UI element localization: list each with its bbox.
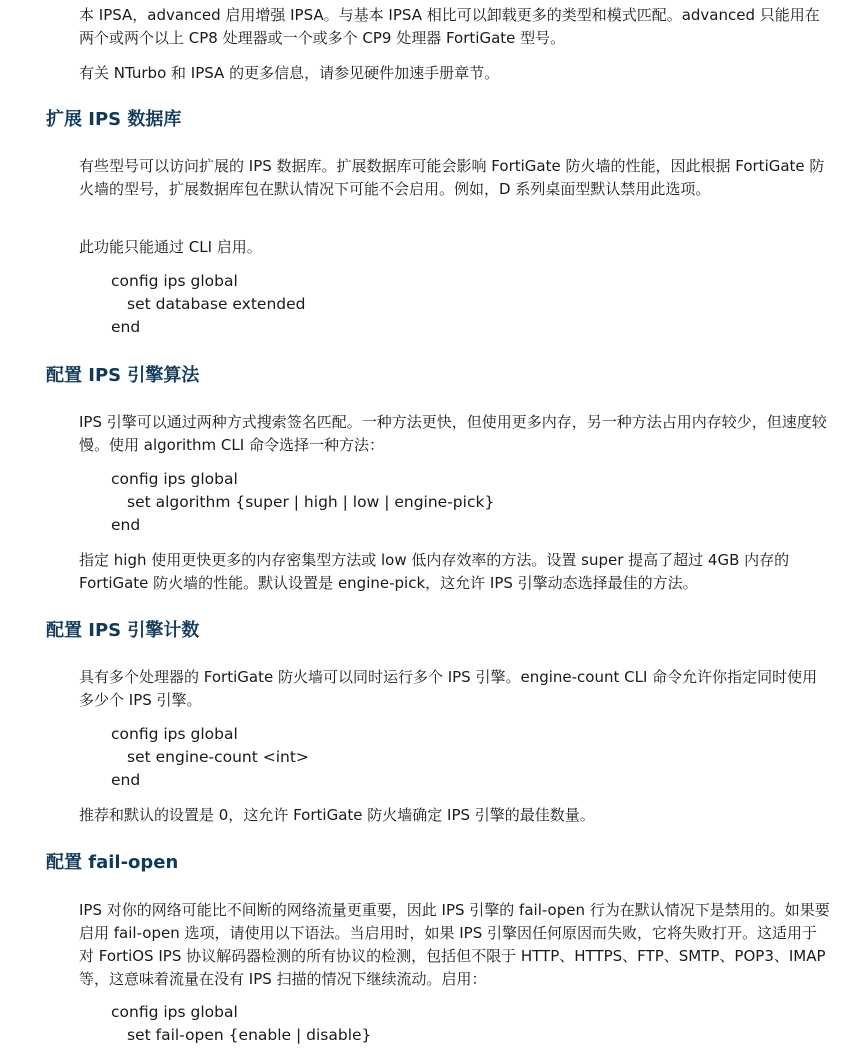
code-line: config ips global (111, 725, 238, 743)
code-line: end (111, 516, 141, 534)
section-title-algorithm: 配置 IPS 引擎算法 (46, 365, 200, 386)
code-block-fail-open (111, 1001, 371, 1047)
extended-db-paragraph: 有些型号可以访问扩展的 IPS 数据库。扩展数据库可能会影响 FortiGate 防火墙的性能，因此根据 FortiGate 防火墙的型号，扩展数据库包在默认情况下可能不会启用。例如，D 系列桌面型默认禁用此选项。 (79, 157, 825, 198)
code-line: set algorithm {super | high | low | engine-pick} (127, 493, 495, 511)
fail-open-paragraph: IPS 对你的网络可能比不间断的网络流量更重要，因此 IPS 引擎的 fail-open 行为在默认情况下是禁用的。如果要启用 fail-open 选项，请使用以下语法。当启用时，如果 IPS 引擎因任何原因而失败，它将失败打开。这适用于对 FortiOS IPS 协议解码器检测的所有协议的检测，包括但不限于 HTTP、HTTPS、FTP、SMTP、POP3、IMAP 等，这意味着流量在没有 IPS 扫描的情况下继续流动。启用： (79, 901, 830, 988)
section-title-fail-open: 配置 fail-open (46, 852, 179, 873)
code-line: config ips global (111, 1003, 238, 1021)
code-line: end (111, 318, 141, 336)
code-block-algorithm (111, 468, 494, 537)
intro-paragraph-nturbo: 有关 NTurbo 和 IPSA 的更多信息，请参见硬件加速手册章节。 (79, 64, 500, 82)
algorithm-options-paragraph: 指定 high 使用更快更多的内存密集型方法或 low 低内存效率的方法。设置 super 提高了超过 4GB 内存的 FortiGate 防火墙的性能。默认设置是 engine-pick，这允许 IPS 引擎动态选择最佳的方法。 (79, 551, 790, 592)
algorithm-paragraph: IPS 引擎可以通过两种方式搜索签名匹配。一种方法更快，但使用更多内存，另一种方法占用内存较少，但速度较慢。使用 algorithm CLI 命令选择一种方法： (79, 413, 827, 454)
code-block-extended-db (111, 270, 306, 339)
code-line: config ips global (111, 470, 238, 488)
code-line: set fail-open {enable | disable} (127, 1026, 372, 1044)
code-line: end (111, 771, 141, 789)
code-line: config ips global (111, 272, 238, 290)
section-title-engine-count: 配置 IPS 引擎计数 (46, 620, 200, 641)
extended-db-cli-note: 此功能只能通过 CLI 启用。 (79, 238, 262, 256)
code-block-engine-count (111, 723, 309, 792)
engine-count-default-paragraph: 推荐和默认的设置是 0，这允许 FortiGate 防火墙确定 IPS 引擎的最佳数量。 (79, 806, 595, 824)
section-title-extended-db: 扩展 IPS 数据库 (46, 109, 182, 130)
intro-paragraph-ipsa: 本 IPSA，advanced 启用增强 IPSA。与基本 IPSA 相比可以卸载更多的类型和模式匹配。advanced 只能用在两个或两个以上 CP8 处理器或一个或多个 CP9 处理器 FortiGate 型号。 (79, 6, 820, 47)
code-line: set engine-count <int> (127, 748, 309, 766)
code-line: set database extended (127, 295, 306, 313)
engine-count-paragraph: 具有多个处理器的 FortiGate 防火墙可以同时运行多个 IPS 引擎。engine-count CLI 命令允许你指定同时使用多少个 IPS 引擎。 (79, 668, 818, 709)
